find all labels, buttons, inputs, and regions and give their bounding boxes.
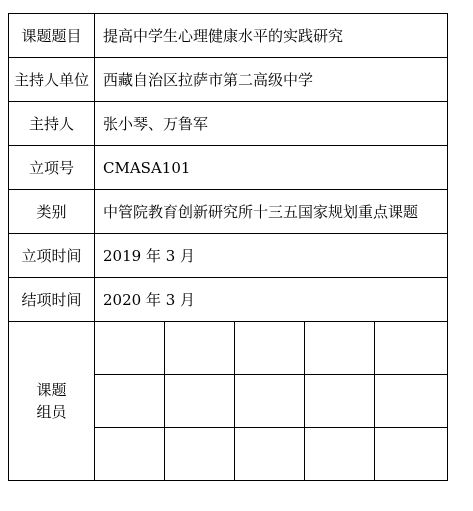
row-host-unit — [9, 58, 448, 102]
member-cell — [305, 322, 375, 375]
members-label-line2: 组员 — [36, 403, 67, 421]
member-cell — [305, 375, 375, 428]
member-cell — [235, 322, 305, 375]
member-cell — [95, 375, 165, 428]
row-host — [9, 102, 448, 146]
label-start-date: 立项时间 — [9, 234, 95, 278]
value-category: 中管院教育创新研究所十三五国家规划重点课题 — [95, 190, 448, 234]
project-info-table — [8, 13, 448, 481]
value-host-unit: 西藏自治区拉萨市第二高级中学 — [95, 58, 448, 102]
member-cell — [165, 375, 235, 428]
member-cell — [235, 375, 305, 428]
members-row-1 — [9, 322, 448, 375]
label-host: 主持人 — [9, 102, 95, 146]
members-label-line1: 课题 — [36, 381, 67, 399]
member-cell — [375, 428, 448, 481]
row-end-date — [9, 278, 448, 322]
row-category — [9, 190, 448, 234]
member-cell — [375, 375, 448, 428]
row-start-date — [9, 234, 448, 278]
member-cell — [305, 428, 375, 481]
value-start-date: 2019 年 3 月 — [95, 234, 448, 278]
value-project-number: CMASA101 — [95, 146, 448, 190]
row-project-number — [9, 146, 448, 190]
value-end-date: 2020 年 3 月 — [95, 278, 448, 322]
member-cell — [95, 322, 165, 375]
member-cell — [235, 428, 305, 481]
label-end-date: 结项时间 — [9, 278, 95, 322]
value-project-title: 提高中学生心理健康水平的实践研究 — [95, 14, 448, 58]
label-host-unit: 主持人单位 — [9, 58, 95, 102]
row-project-title — [9, 14, 448, 58]
value-host: 张小琴、万鲁军 — [95, 102, 448, 146]
members-label — [9, 322, 95, 481]
member-cell — [375, 322, 448, 375]
label-project-title: 课题题目 — [9, 14, 95, 58]
label-project-number: 立项号 — [9, 146, 95, 190]
member-cell — [165, 428, 235, 481]
member-cell — [95, 428, 165, 481]
project-info-sheet — [8, 13, 447, 487]
label-category: 类别 — [9, 190, 95, 234]
member-cell — [165, 322, 235, 375]
